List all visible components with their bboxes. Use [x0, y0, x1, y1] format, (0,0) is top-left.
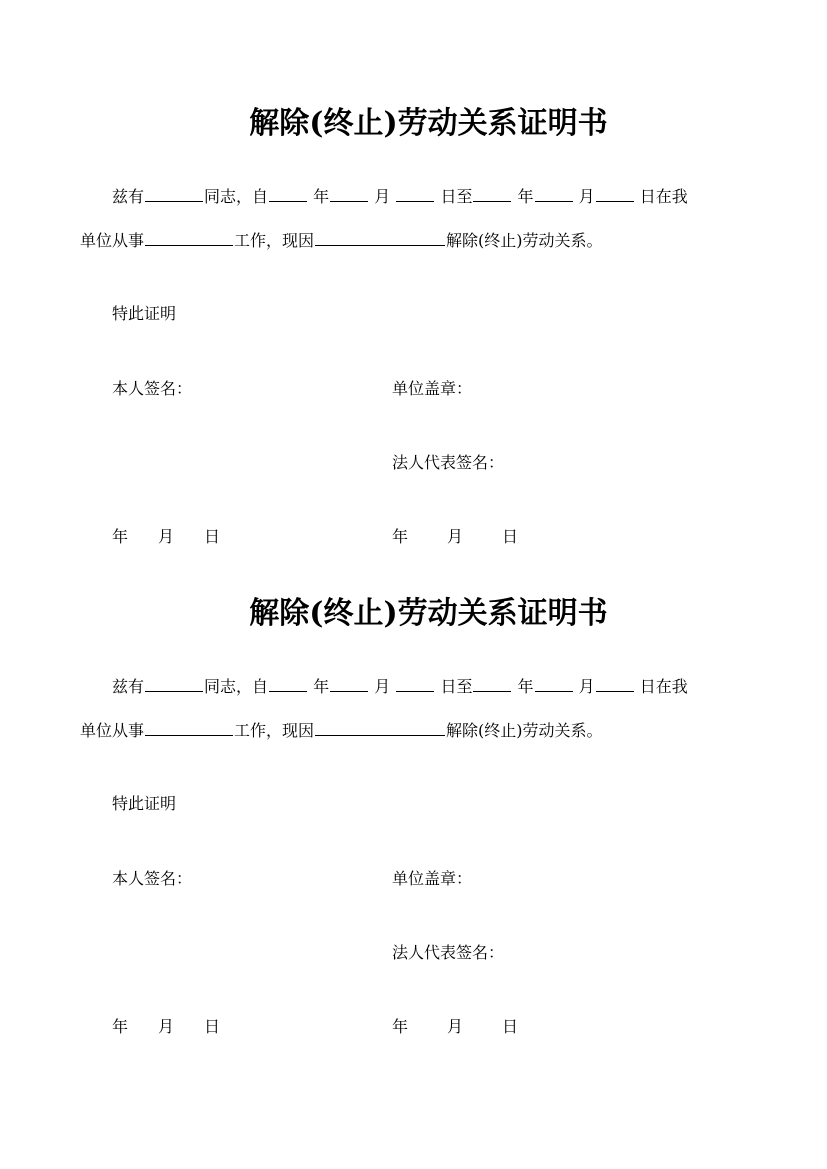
- body-line-2: [80, 230, 603, 252]
- job-blank: [145, 231, 233, 246]
- text-segment: 日在我: [639, 677, 688, 696]
- body-line-1: [112, 186, 688, 208]
- text-segment: 月: [374, 677, 391, 696]
- text-segment: 年: [313, 677, 330, 696]
- start-year-blank: [269, 677, 307, 692]
- employer-date: [392, 1016, 518, 1038]
- text-segment: 同志，自: [204, 677, 269, 696]
- text-segment: 年: [517, 187, 534, 206]
- date-month: 月: [158, 1017, 175, 1036]
- end-day-blank: [596, 187, 634, 202]
- body-line-2: [80, 720, 603, 742]
- text-segment: 年: [517, 677, 534, 696]
- self-signature-label: 本人签名：: [112, 869, 193, 888]
- date-day: 日: [204, 527, 221, 546]
- text-segment: 同志，自: [204, 187, 269, 206]
- body-line-1: [112, 676, 688, 698]
- text-segment: 解除(终止)劳动关系。: [446, 231, 603, 250]
- reason-blank: [315, 231, 445, 246]
- date-year: 年: [392, 527, 409, 546]
- date-day: 日: [502, 1017, 519, 1036]
- certify-text: 特此证明: [112, 304, 177, 323]
- end-month-blank: [535, 677, 573, 692]
- name-blank: [145, 677, 203, 692]
- self-signature-label: 本人签名：: [112, 379, 193, 398]
- certificate-1: [0, 0, 827, 546]
- start-month-blank: [330, 187, 368, 202]
- date-year: 年: [112, 527, 129, 546]
- text-segment: 兹有: [112, 187, 145, 206]
- legal-rep-signature-label: 法人代表签名：: [392, 943, 505, 962]
- date-month: 月: [447, 1017, 464, 1036]
- text-segment: 单位从事: [80, 231, 145, 250]
- start-day-blank: [396, 187, 434, 202]
- text-segment: 月: [374, 187, 391, 206]
- job-blank: [145, 721, 233, 736]
- text-segment: 日在我: [639, 187, 688, 206]
- date-day: 日: [502, 527, 519, 546]
- unit-seal-label: 单位盖章：: [392, 869, 473, 888]
- start-day-blank: [396, 677, 434, 692]
- date-month: 月: [447, 527, 464, 546]
- reason-blank: [315, 721, 445, 736]
- end-year-blank: [473, 677, 511, 692]
- text-segment: 月: [578, 677, 595, 696]
- name-blank: [145, 187, 203, 202]
- unit-seal-label: 单位盖章：: [392, 379, 473, 398]
- start-month-blank: [330, 677, 368, 692]
- document-title: 解除(终止)劳动关系证明书: [249, 596, 608, 631]
- document-title: 解除(终止)劳动关系证明书: [249, 106, 608, 141]
- end-year-blank: [473, 187, 511, 202]
- text-segment: 工作，现因: [234, 721, 315, 740]
- text-segment: 年: [313, 187, 330, 206]
- employee-date: [112, 1016, 220, 1038]
- date-year: 年: [392, 1017, 409, 1036]
- certificate-2: [0, 490, 827, 1036]
- date-month: 月: [158, 527, 175, 546]
- legal-rep-signature-label: 法人代表签名：: [392, 453, 505, 472]
- text-segment: 解除(终止)劳动关系。: [446, 721, 603, 740]
- text-segment: 兹有: [112, 677, 145, 696]
- text-segment: 工作，现因: [234, 231, 315, 250]
- text-segment: 日至: [440, 187, 473, 206]
- certify-text: 特此证明: [112, 794, 177, 813]
- text-segment: 单位从事: [80, 721, 145, 740]
- text-segment: 月: [578, 187, 595, 206]
- end-day-blank: [596, 677, 634, 692]
- date-year: 年: [112, 1017, 129, 1036]
- start-year-blank: [269, 187, 307, 202]
- text-segment: 日至: [440, 677, 473, 696]
- date-day: 日: [204, 1017, 221, 1036]
- end-month-blank: [535, 187, 573, 202]
